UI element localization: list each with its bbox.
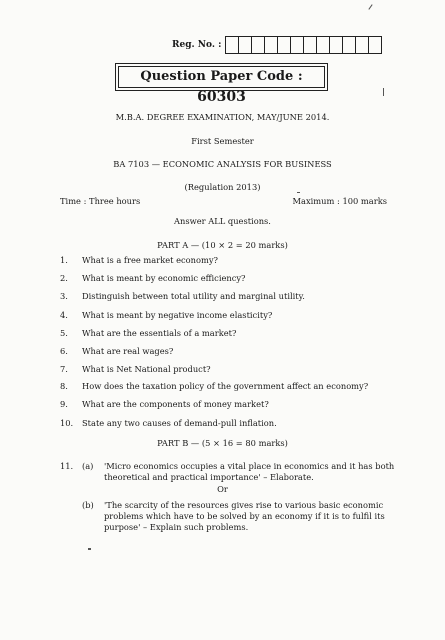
- scan-mark: [368, 4, 372, 9]
- question-number: 3.: [60, 291, 68, 301]
- question-11a-line-1: 'Micro economics occupies a vital place in economics and it has both: [104, 461, 395, 471]
- question-paper-code-box: [118, 66, 325, 105]
- question-text: What are real wages?: [82, 346, 174, 356]
- question-text: State any two causes of demand-pull inflation.: [82, 418, 277, 428]
- question-text: What is Net National product?: [82, 364, 211, 374]
- question-paper-code-value: 60303: [197, 89, 246, 105]
- part-b-heading: PART B — (5 × 16 = 80 marks): [157, 438, 288, 448]
- semester-label: First Semester: [191, 136, 254, 146]
- question-text: What is a free market economy?: [82, 255, 218, 265]
- question-11b-line-3: purpose' – Explain such problems.: [104, 522, 249, 532]
- question-text: What is meant by negative income elasticity?: [82, 310, 273, 320]
- register-number-box: [330, 37, 343, 53]
- question-text: How does the taxation policy of the government affect an economy?: [82, 381, 369, 391]
- register-number-box: [265, 37, 278, 53]
- question-11-number: 11.: [60, 461, 74, 471]
- question-text: Distinguish between total utility and marginal utility.: [82, 291, 305, 301]
- register-number-box: [343, 37, 356, 53]
- register-number-field: [172, 36, 382, 54]
- instruction-text: Answer ALL questions.: [174, 216, 271, 226]
- question-number: 8.: [60, 381, 68, 391]
- question-item: [60, 273, 412, 283]
- time-label: Time : Three hours: [60, 196, 141, 206]
- question-11a-label: (a): [82, 461, 94, 471]
- question-number: 4.: [60, 310, 68, 320]
- part-a-heading: PART A — (10 × 2 = 20 marks): [157, 240, 288, 250]
- question-paper-code-label: Question Paper Code :: [140, 69, 303, 84]
- question-11a-line-2: theoretical and practical importance' – Elaborate.: [104, 472, 314, 482]
- register-number-box: [291, 37, 304, 53]
- question-number: 2.: [60, 273, 68, 283]
- question-number: 6.: [60, 346, 68, 356]
- exam-title: M.B.A. DEGREE EXAMINATION, MAY/JUNE 2014.: [115, 112, 330, 122]
- scan-mark: [383, 88, 384, 96]
- register-number-box: [356, 37, 369, 53]
- register-number-box: [252, 37, 265, 53]
- question-item: [60, 381, 412, 391]
- question-item: [60, 310, 412, 320]
- register-number-label: Reg. No. :: [172, 40, 222, 50]
- or-separator: Or: [217, 484, 228, 494]
- question-item: [60, 346, 412, 356]
- question-11b-line-2: problems which have to be solved by an economy if it is to fulfil its: [104, 511, 385, 521]
- scan-mark: [297, 192, 300, 193]
- question-number: 7.: [60, 364, 68, 374]
- regulation-label: (Regulation 2013): [184, 182, 261, 192]
- question-item: [60, 291, 412, 301]
- register-number-box: [304, 37, 317, 53]
- register-number-box: [239, 37, 252, 53]
- question-11b-label: (b): [82, 500, 94, 510]
- register-number-box: [226, 37, 239, 53]
- question-text: What is meant by economic efficiency?: [82, 273, 246, 283]
- question-number: 9.: [60, 399, 68, 409]
- course-title: BA 7103 — ECONOMIC ANALYSIS FOR BUSINESS: [113, 159, 332, 169]
- question-item: [60, 399, 412, 409]
- question-number: 10.: [60, 418, 74, 428]
- question-number: 1.: [60, 255, 68, 265]
- question-text: What are the components of money market?: [82, 399, 269, 409]
- question-number: 5.: [60, 328, 68, 338]
- question-item: [60, 418, 412, 428]
- register-number-box: [317, 37, 330, 53]
- register-number-box: [369, 37, 381, 53]
- question-item: [60, 255, 412, 265]
- question-11b-line-1: 'The scarcity of the resources gives rise to various basic economic: [104, 500, 384, 510]
- register-number-box: [278, 37, 291, 53]
- register-number-boxes: [225, 36, 382, 54]
- maximum-marks-label: Maximum : 100 marks: [292, 196, 387, 206]
- question-item: [60, 364, 412, 374]
- scan-mark: [88, 548, 91, 550]
- question-item: [60, 328, 412, 338]
- question-text: What are the essentials of a market?: [82, 328, 237, 338]
